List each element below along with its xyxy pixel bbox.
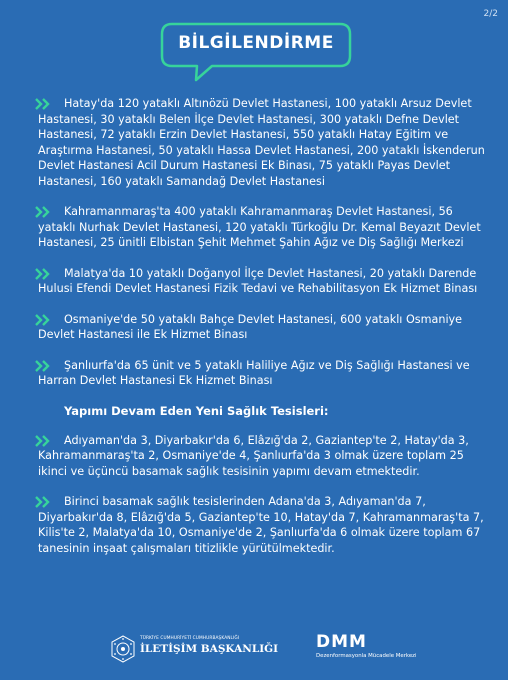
double-chevron-right-icon: [35, 496, 53, 508]
iletisim-name: İLETİŞİM BAŞKANLIĞI: [140, 643, 279, 655]
double-chevron-right-icon: [35, 314, 53, 326]
iletisim-small-text: TÜRKİYE CUMHURİYETİ CUMHURBAŞKANLIĞI: [140, 636, 240, 641]
double-chevron-right-icon: [35, 360, 53, 372]
list-item: [38, 266, 488, 297]
dmm-subtitle: Dezenformasyonla Mücadele Merkezi: [316, 653, 417, 659]
double-chevron-right-icon: [35, 206, 53, 218]
footer: [0, 630, 508, 680]
content: [38, 96, 488, 571]
page-title: BİLGİLENDİRME: [178, 33, 334, 53]
double-chevron-right-icon: [35, 98, 53, 110]
list-item: [38, 204, 488, 251]
list-item-text: Adıyaman'da 3, Diyarbakır'da 6, Elâzığ'da 2, Gaziantep'te 2, Hatay'da 3, Kahramanmaraş'ta 2, Osmaniye'de 4, Şanlıurfa'da 3 olmak üzere toplam 25 ikinci ve üçüncü basamak sağlık tesisinin yapımı devam etmektedir.: [38, 433, 469, 478]
list-item: [38, 433, 488, 480]
double-chevron-right-icon: [35, 268, 53, 280]
list-item-text: Şanlıurfa'da 65 ünit ve 5 yataklı Haliliye Ağız ve Diş Sağlığı Hastanesi ve Harran Devlet Hastanesi Ek Hizmet Binası: [38, 358, 470, 387]
dmm-logo-text: DMM: [316, 632, 367, 652]
list-item-text: Osmaniye'de 50 yataklı Bahçe Devlet Hastanesi, 600 yataklı Osmaniye Devlet Hastanesi ile Ek Hizmet Binası: [38, 312, 463, 341]
page-number: 2/2: [483, 9, 498, 19]
list-item-text: Malatya'da 10 yataklı Doğanyol İlçe Devlet Hastanesi, 20 yataklı Darende Hulusi Efendi Devlet Hastanesi Fizik Tedavi ve Rehabilitasyon Ek Hizmet Binası: [38, 266, 478, 295]
list-item: [38, 494, 488, 556]
list-item: [38, 96, 488, 189]
list-item: [38, 312, 488, 343]
seal-icon: [110, 634, 136, 664]
section-heading: Yapımı Devam Eden Yeni Sağlık Tesisleri:: [64, 403, 329, 418]
list-item: [38, 358, 488, 389]
list-item-text: Kahramanmaraş'ta 400 yataklı Kahramanmaraş Devlet Hastanesi, 56 yataklı Nurhak Devlet Hastanesi, 120 yataklı Türkoğlu Dr. Kemal Beyazıt Devlet Hastanesi, 25 ünitli Elbistan Şehit Mehmet Şahin Ağız ve Diş Sağlığı Merkezi: [38, 205, 481, 249]
title-badge: [160, 22, 352, 82]
list-item-text: Hatay'da 120 yataklı Altınözü Devlet Hastanesi, 100 yataklı Arsuz Devlet Hastanesi, 30 yataklı Belen İlçe Devlet Hastanesi, 300 yataklı Defne Devlet Hastanesi, 72 yataklı Erzin Devlet Hastanesi, 550 yataklı Hatay Eğitim ve Araştırma Hastanesi, 50 yataklı Hassa Devlet Hastanesi, 200 yataklı İskenderun Devlet Hastanesi Acil Durum Hastanesi Ek Binası, 75 yataklı Payas Devlet Hastanesi, 160 yataklı Samandağ Devlet Hastanesi: [38, 97, 485, 188]
dmm-logo: [316, 634, 417, 659]
list-item-text: Birinci basamak sağlık tesislerinden Adana'da 3, Adıyaman'da 7, Diyarbakır'da 8, Elâzığ'da 5, Gaziantep'te 10, Hatay'da 7, Kahramanmaraş'ta 7, Kilis'te 2, Malatya'da 10, Osmaniye'de 2, Şanlıurfa'da 6 olmak üzere toplam 67 tanesinin inşaat çalışmaları titizlikle yürütülmektedir.: [38, 495, 484, 555]
double-chevron-right-icon: [35, 435, 53, 447]
